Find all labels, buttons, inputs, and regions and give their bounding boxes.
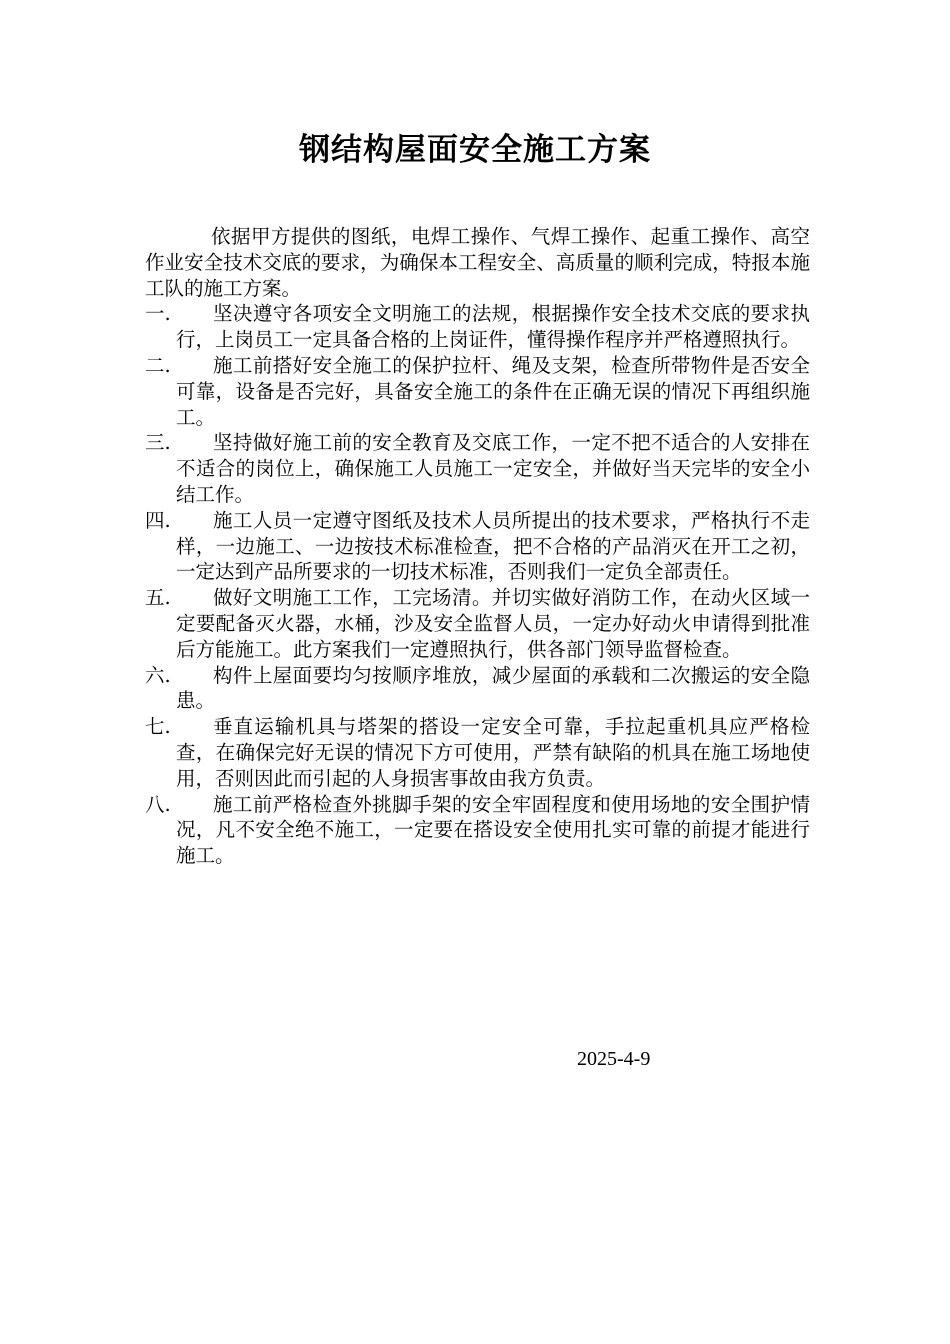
list-item bbox=[145, 301, 810, 353]
document-date: 2025-4-9 bbox=[577, 1048, 651, 1070]
list-item bbox=[145, 430, 810, 507]
item-text: 垂直运输机具与塔架的搭设一定安全可靠，手拉起重机具应严格检查，在确保完好无误的情况下方可使用，严禁有缺陷的机具在施工场地使用，否则因此而引起的人身损害事故由我方负责。 bbox=[176, 715, 810, 790]
item-number: 二. bbox=[145, 353, 171, 377]
item-number: 八. bbox=[145, 792, 171, 816]
item-text: 施工人员一定遵守图纸及技术人员所提出的技术要求，严格执行不走样，一边施工、一边按技术标准检查，把不合格的产品消灭在开工之初，一定达到产品所要求的一切技术标准，否则我们一定负全部责任。 bbox=[176, 508, 810, 584]
document-title: 钢结构屋面安全施工方案 bbox=[299, 132, 651, 168]
item-number: 四. bbox=[145, 508, 171, 532]
item-text: 坚决遵守各项安全文明施工的法规，根据操作安全技术交底的要求执行，上岗员工一定具备合格的上岗证件，懂得操作程序并严格遵照执行。 bbox=[176, 302, 810, 352]
list-item bbox=[145, 508, 810, 585]
item-number: 五. bbox=[145, 586, 171, 610]
item-text: 坚持做好施工前的安全教育及交底工作，一定不把不适合的人安排在不适合的岗位上，确保施工人员施工一定安全，并做好当天完毕的安全小结工作。 bbox=[176, 431, 810, 506]
document-body bbox=[145, 224, 810, 869]
list-item bbox=[145, 792, 810, 869]
list-item bbox=[145, 353, 810, 430]
item-text: 施工前搭好安全施工的保护拉杆、绳及支架，检查所带物件是否安全可靠，设备是否完好，具备安全施工的条件在正确无误的情况下再组织施工。 bbox=[176, 353, 810, 429]
item-number: 七. bbox=[145, 715, 171, 739]
item-number: 一. bbox=[145, 302, 171, 326]
item-number: 六. bbox=[145, 663, 171, 687]
item-number: 三. bbox=[145, 431, 171, 455]
item-text: 做好文明施工工作，工完场清。并切实做好消防工作，在动火区域一定要配备灭火器，水桶，沙及安全监督人员，一定办好动火申请得到批准后方能施工。此方案我们一定遵照执行，供各部门领导监督检查。 bbox=[176, 586, 810, 661]
item-text: 构件上屋面要均匀按顺序堆放，减少屋面的承载和二次搬运的安全隐患。 bbox=[176, 663, 810, 713]
item-text: 施工前严格检查外挑脚手架的安全牢固程度和使用场地的安全围护情况，凡不安全绝不施工，一定要在搭设安全使用扎实可靠的前提才能进行施工。 bbox=[176, 792, 810, 868]
list-item bbox=[145, 585, 810, 662]
intro-paragraph: 依据甲方提供的图纸，电焊工操作、气焊工操作、起重工操作、高空作业安全技术交底的要求，为确保本工程安全、高质量的顺利完成，特报本施工队的施工方案。 bbox=[145, 225, 810, 300]
list-item bbox=[145, 663, 810, 715]
list-item bbox=[145, 714, 810, 791]
